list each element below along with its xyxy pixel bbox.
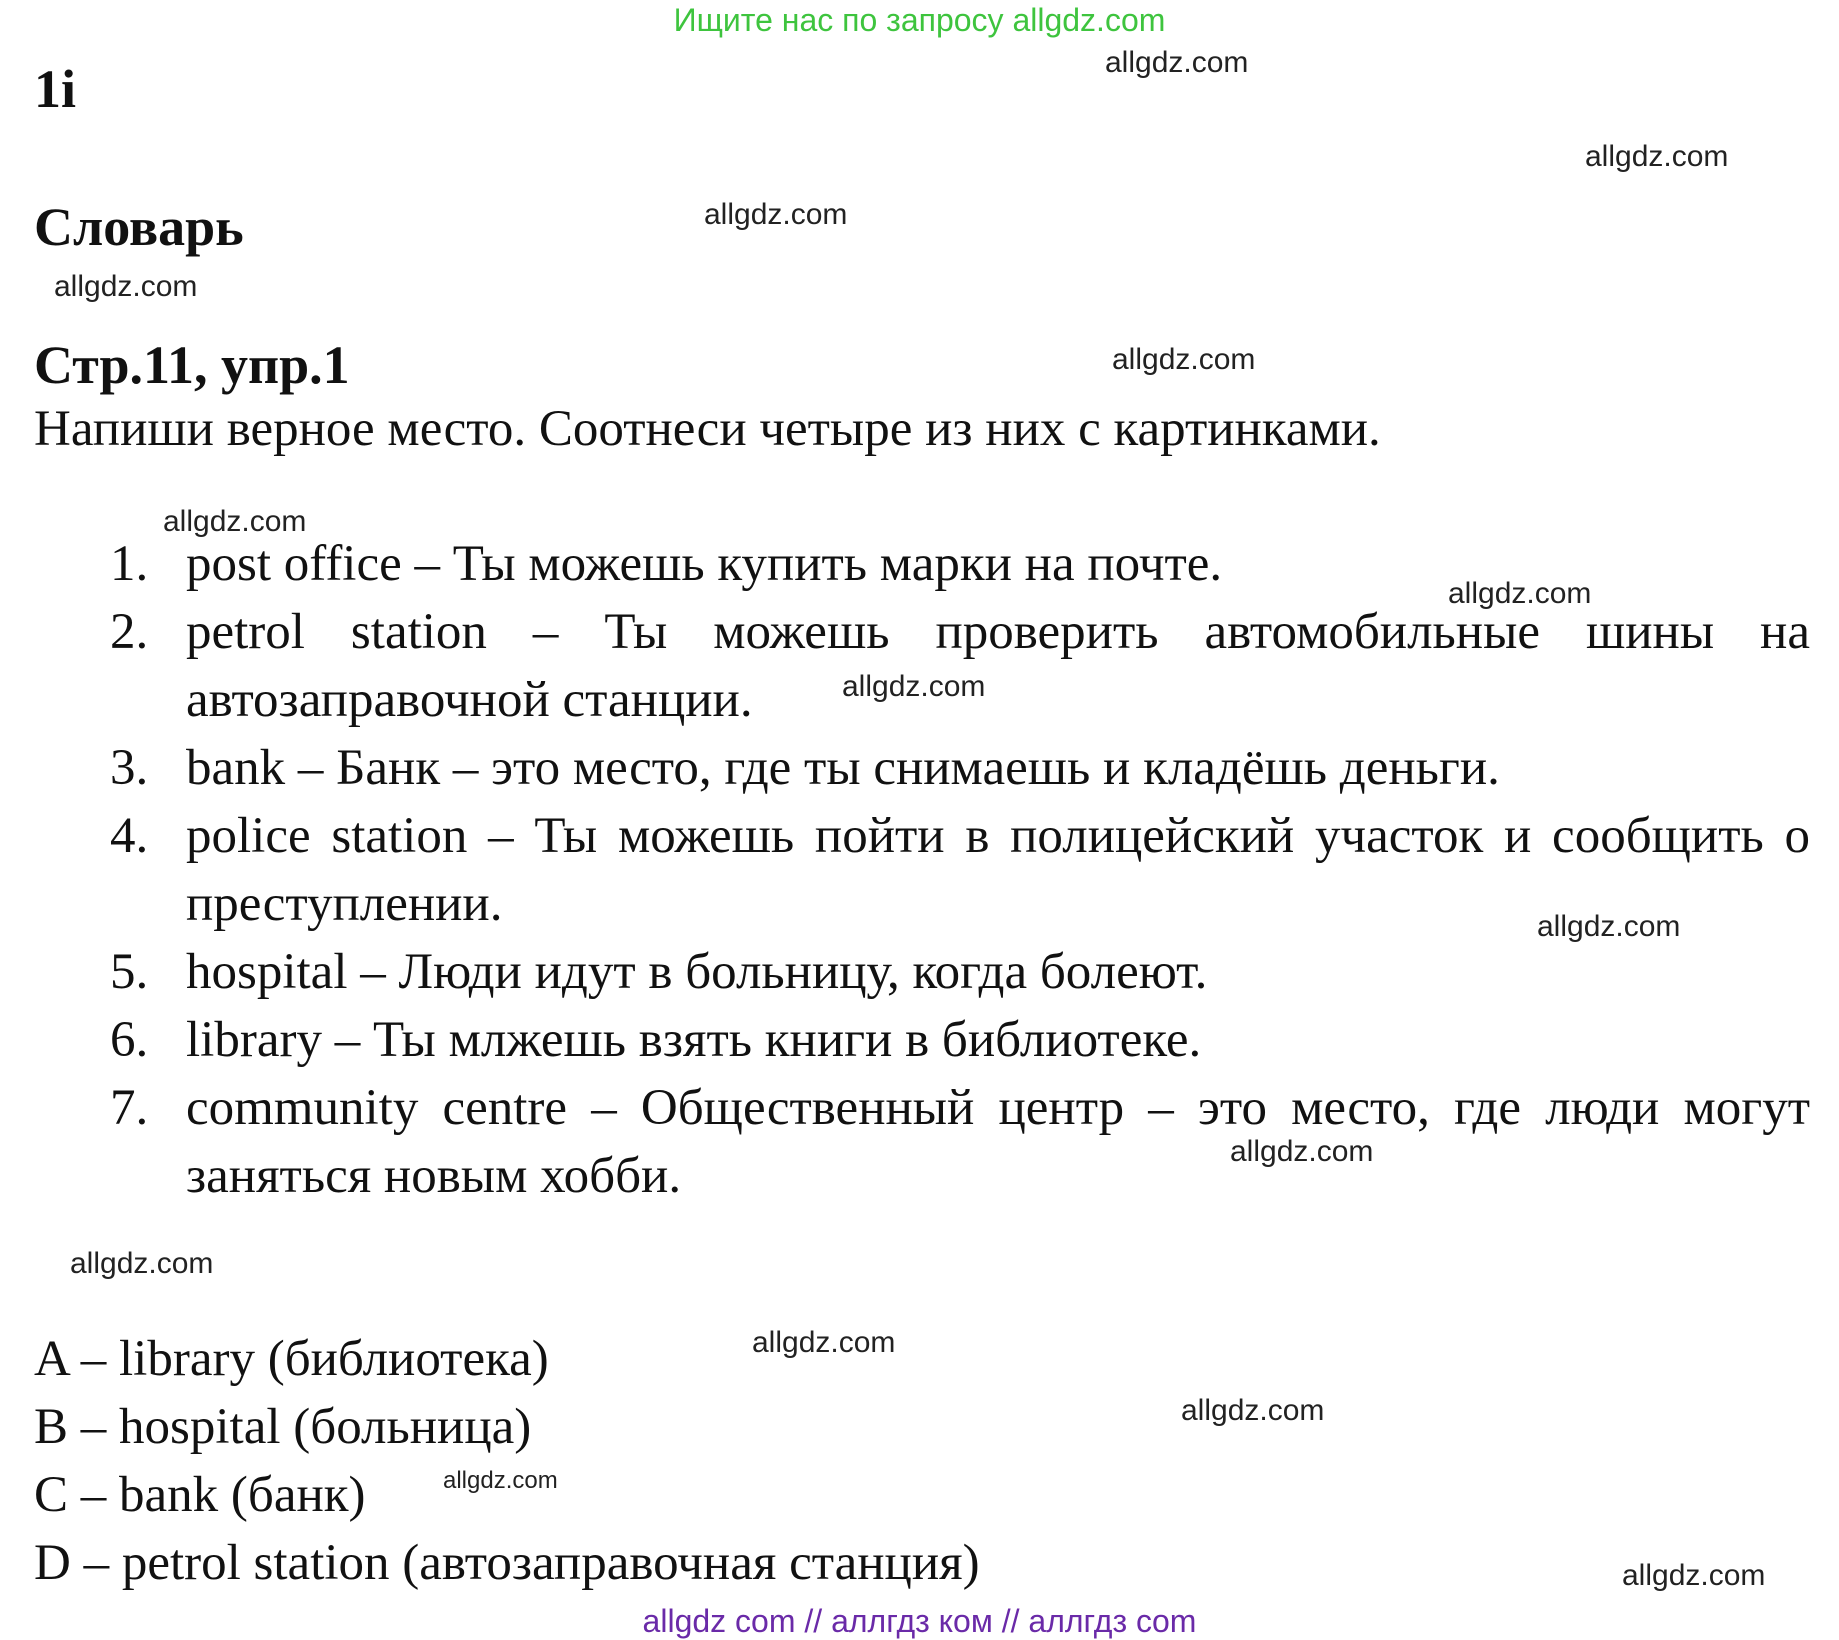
watermark: allgdz.com — [842, 670, 986, 703]
watermark: allgdz.com — [752, 1326, 896, 1359]
item-number: 2. — [110, 604, 149, 660]
watermark: allgdz.com — [1230, 1135, 1374, 1168]
list-item — [110, 598, 1810, 734]
watermark: allgdz.com — [704, 198, 848, 231]
watermark: allgdz.com — [443, 1467, 558, 1494]
item-text: post office – Ты можешь купить марки на почте. — [186, 536, 1223, 592]
footer-banner: allgdz com // аллгдз ком // аллгдз com — [642, 1603, 1197, 1639]
item-number: 3. — [110, 740, 149, 796]
item-text: police station – Ты можешь пойти в полицейский участок и сообщить о преступлении. — [186, 808, 1810, 932]
match-c: C – bank (банк) — [34, 1467, 366, 1523]
watermark: allgdz.com — [1181, 1394, 1325, 1427]
list-item — [110, 938, 1810, 1006]
item-text: petrol station – Ты можешь проверить автомобильные шины на автозаправочной станции. — [186, 604, 1810, 728]
watermark: allgdz.com — [1448, 577, 1592, 610]
item-number: 1. — [110, 536, 149, 592]
watermark: allgdz.com — [1622, 1559, 1766, 1592]
list-item — [110, 734, 1810, 802]
picture-matches — [34, 1325, 980, 1597]
watermark: allgdz.com — [1537, 910, 1681, 943]
item-number: 4. — [110, 808, 149, 864]
watermark: allgdz.com — [1112, 343, 1256, 376]
item-number: 7. — [110, 1080, 149, 1136]
exercise-heading: Стр.11, упр.1 — [34, 335, 350, 395]
top-banner: Ищите нас по запросу allgdz.com — [673, 2, 1166, 38]
dictionary-heading: Словарь — [34, 197, 244, 257]
answer-list — [110, 530, 1810, 1210]
section-id: 1i — [34, 59, 77, 119]
match-d: D – petrol station (автозаправочная станция) — [34, 1535, 980, 1591]
watermark: allgdz.com — [1105, 46, 1249, 79]
match-b: B – hospital (больница) — [34, 1399, 532, 1455]
item-number: 6. — [110, 1012, 149, 1068]
match-a: A – library (библиотека) — [34, 1331, 549, 1387]
watermark: allgdz.com — [1585, 140, 1729, 173]
watermark: allgdz.com — [54, 270, 198, 303]
watermark: allgdz.com — [163, 505, 307, 538]
exercise-instruction: Напиши верное место. Соотнеси четыре из них с картинками. — [34, 401, 1381, 457]
list-item — [110, 1074, 1810, 1210]
item-text: hospital – Люди идут в больницу, когда болеют. — [186, 944, 1208, 1000]
item-text: bank – Банк – это место, где ты снимаешь и кладёшь деньги. — [186, 740, 1500, 796]
item-text: community centre – Общественный центр – это место, где люди могут заняться новым хобби. — [186, 1080, 1810, 1204]
list-item — [110, 1006, 1810, 1074]
item-text: library – Ты млжешь взять книги в библиотеке. — [186, 1012, 1202, 1068]
item-number: 5. — [110, 944, 149, 1000]
watermark: allgdz.com — [70, 1247, 214, 1280]
